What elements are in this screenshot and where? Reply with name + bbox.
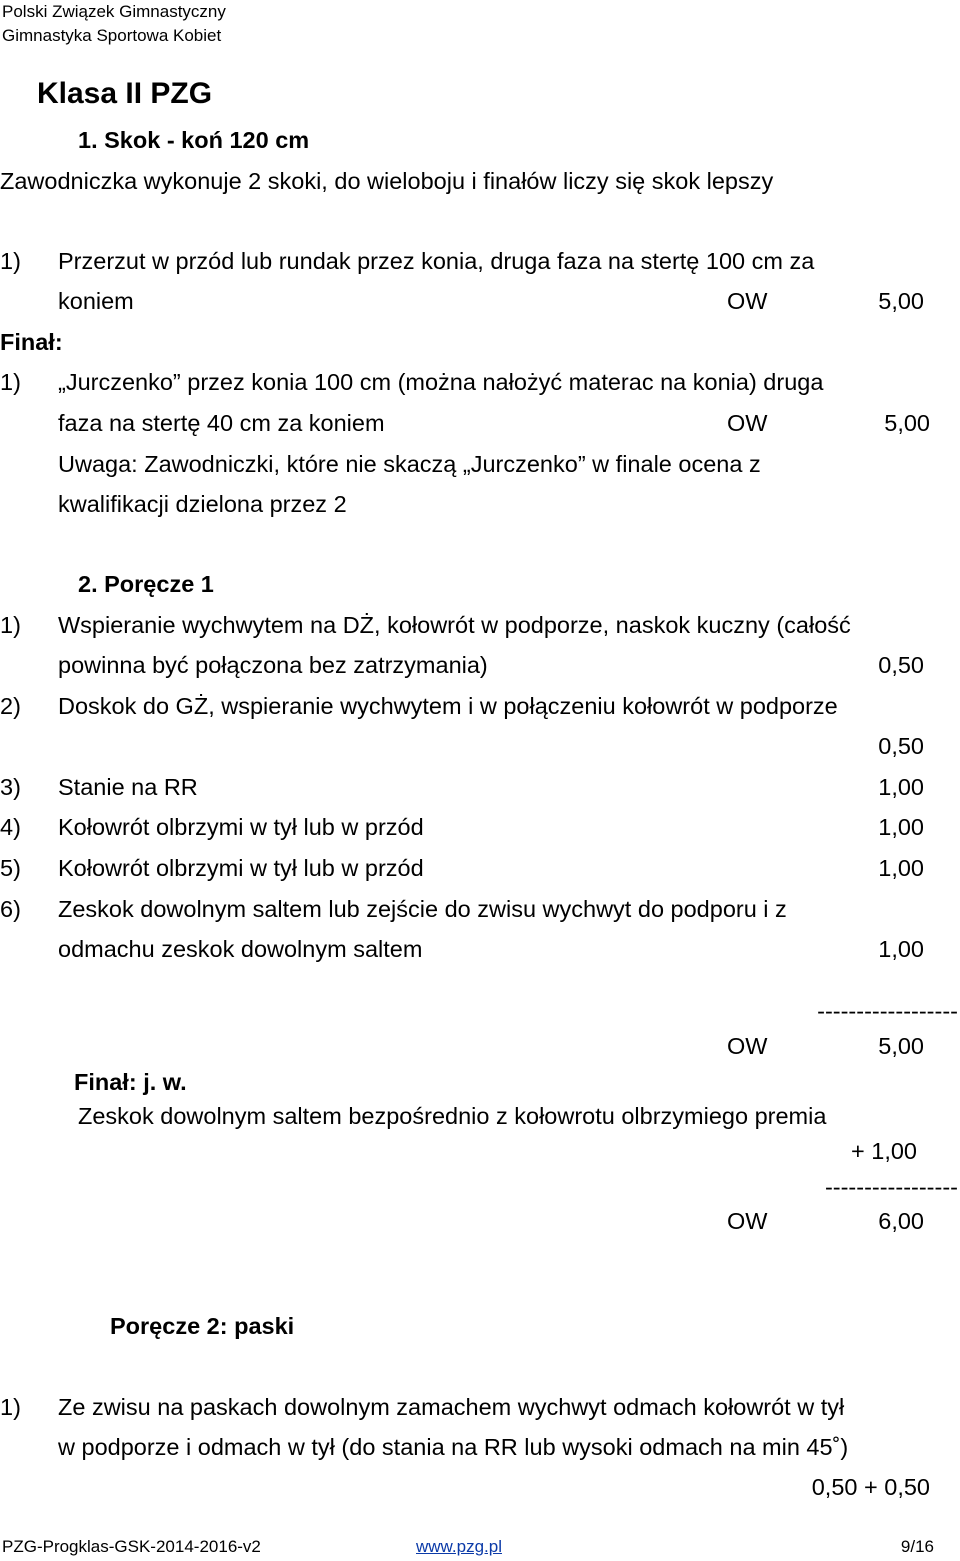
footer-website-link[interactable]: www.pzg.pl xyxy=(416,1537,502,1556)
bars1-item5-number: 5) xyxy=(0,855,21,881)
vault-heading: 1. Skok - koń 120 cm xyxy=(78,127,310,153)
bars2-heading: Poręcze 2: paski xyxy=(110,1313,295,1339)
bars1-item6-line2: odmachu zeskok dowolnym saltem xyxy=(58,936,423,962)
bars2-item1-line2: w podporze i odmach w tył (do stania na RR lub wysoki odmach na min 45˚) xyxy=(58,1434,849,1460)
bars1-final-separator: ----------------- xyxy=(824,1174,958,1200)
vault-final-label: Finał: xyxy=(0,329,63,355)
vault-item1-line2: koniem xyxy=(58,288,134,314)
bars1-item4-line1: Kołowrót olbrzymi w tył lub w przód xyxy=(58,814,424,840)
bars1-item1-value: 0,50 xyxy=(878,652,924,678)
bars1-item4-value: 1,00 xyxy=(878,814,924,840)
bars1-separator: ------------------ xyxy=(817,998,958,1024)
bars1-item6-value: 1,00 xyxy=(878,936,924,962)
vault-final-line1: „Jurczenko” przez konia 100 cm (można nałożyć materac na konia) druga xyxy=(58,369,824,395)
vault-final-ow: OW xyxy=(727,410,768,436)
vault-item1-number: 1) xyxy=(0,248,21,274)
bars1-total-value: 5,00 xyxy=(878,1033,924,1059)
vault-note-line1: Uwaga: Zawodniczki, które nie skaczą „Jurczenko” w finale ocena z xyxy=(58,451,761,477)
vault-item1-value: 5,00 xyxy=(878,288,924,314)
bars1-item3-value: 1,00 xyxy=(878,774,924,800)
bars1-item4-number: 4) xyxy=(0,814,21,840)
bars2-item1-line1: Ze zwisu na paskach dowolnym zamachem wychwyt odmach kołowrót w tył xyxy=(58,1394,845,1420)
bars1-total-ow: OW xyxy=(727,1033,768,1059)
footer-doc-id: PZG-Progklas-GSK-2014-2016-v2 xyxy=(2,1537,261,1556)
bars1-item6-number: 6) xyxy=(0,896,21,922)
header-org: Polski Związek Gimnastyczny xyxy=(2,2,226,21)
bars1-item1-number: 1) xyxy=(0,612,21,638)
vault-item1-line1: Przerzut w przód lub rundak przez konia, druga faza na stertę 100 cm za xyxy=(58,248,815,274)
bars2-item1-number: 1) xyxy=(0,1394,21,1420)
bars1-item3-line1: Stanie na RR xyxy=(58,774,198,800)
bars1-final-bonus: + 1,00 xyxy=(851,1138,917,1164)
vault-final-line2: faza na stertę 40 cm za koniem xyxy=(58,410,385,436)
bars1-item1-line1: Wspieranie wychwytem na DŻ, kołowrót w podporze, naskok kuczny (całość xyxy=(58,612,851,638)
footer-page-number: 9/16 xyxy=(900,1537,934,1556)
bars1-item1-line2: powinna być połączona bez zatrzymania) xyxy=(58,652,488,678)
bars2-item1-value: 0,50 + 0,50 xyxy=(811,1474,930,1500)
bars1-item5-value: 1,00 xyxy=(878,855,924,881)
bars1-item6-line1: Zeskok dowolnym saltem lub zejście do zwisu wychwyt do podporu i z xyxy=(58,896,787,922)
bars1-final-label: Finał: j. w. xyxy=(74,1069,187,1095)
bars1-item3-number: 3) xyxy=(0,774,21,800)
header-section: Gimnastyka Sportowa Kobiet xyxy=(2,26,222,45)
bars1-item2-value: 0,50 xyxy=(878,733,924,759)
vault-final-value: 5,00 xyxy=(884,410,930,436)
bars1-item5-line1: Kołowrót olbrzymi w tył lub w przód xyxy=(58,855,424,881)
bars1-item2-line1: Doskok do GŻ, wspieranie wychwytem i w połączeniu kołowrót w podporze xyxy=(58,693,838,719)
vault-final-number: 1) xyxy=(0,369,21,395)
bars1-item2-number: 2) xyxy=(0,693,21,719)
page-title: Klasa II PZG xyxy=(37,77,213,110)
vault-intro: Zawodniczka wykonuje 2 skoki, do wieloboju i finałów liczy się skok lepszy xyxy=(0,168,774,194)
bars1-heading: 2. Poręcze 1 xyxy=(78,571,214,597)
vault-item1-ow: OW xyxy=(727,288,768,314)
bars1-final-total-value: 6,00 xyxy=(878,1208,924,1234)
vault-note-line2: kwalifikacji dzielona przez 2 xyxy=(58,491,347,517)
bars1-final-text: Zeskok dowolnym saltem bezpośrednio z kołowrotu olbrzymiego premia xyxy=(78,1103,827,1129)
bars1-final-total-ow: OW xyxy=(727,1208,768,1234)
